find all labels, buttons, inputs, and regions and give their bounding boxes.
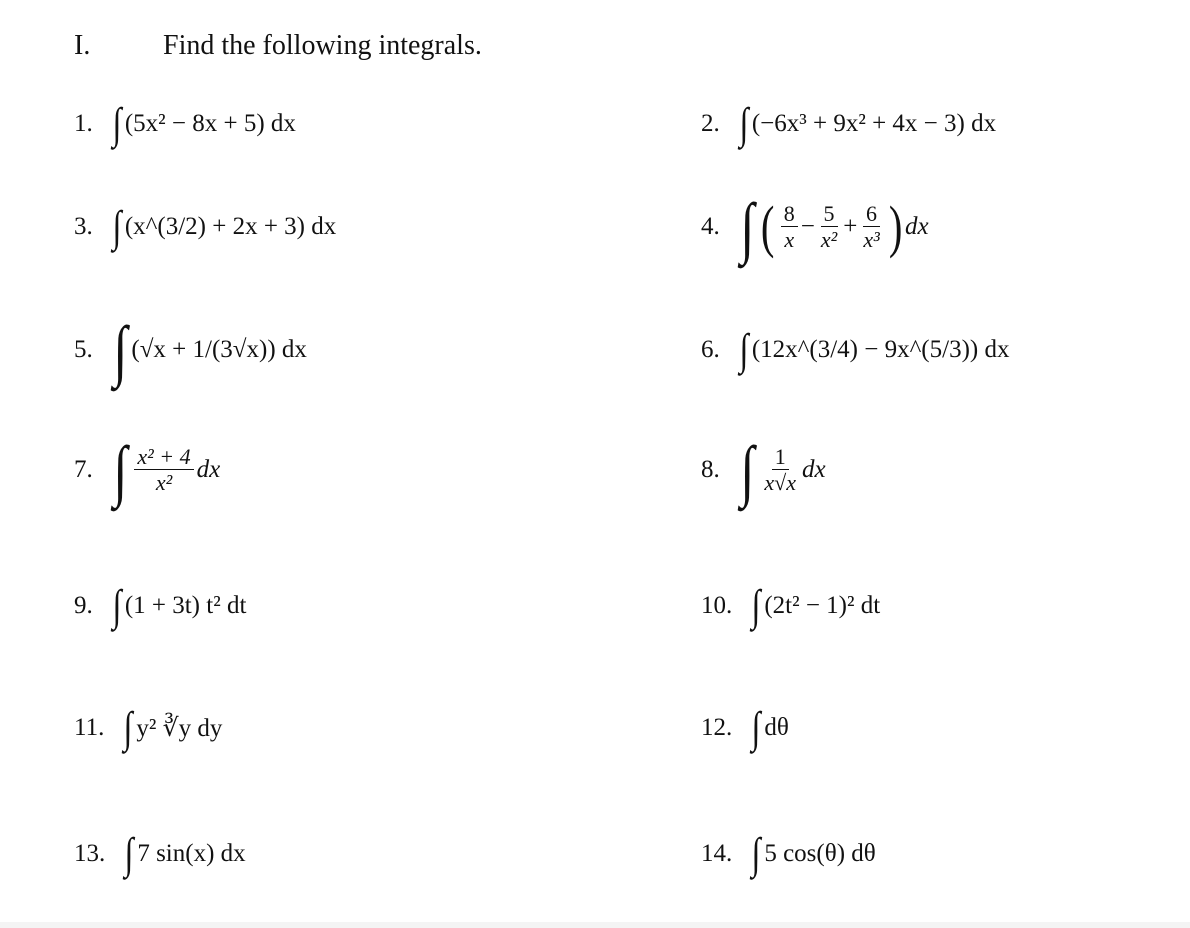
minus-sign: − xyxy=(800,213,815,240)
denominator: x² xyxy=(820,226,838,252)
fraction xyxy=(818,202,840,252)
problem-4 xyxy=(701,187,929,267)
integral-expression xyxy=(123,829,246,878)
integral-expression xyxy=(750,829,876,878)
integral-sign-icon: ∫ xyxy=(739,99,749,148)
integral-sign-icon: ∫ xyxy=(751,581,761,630)
integral-expression xyxy=(738,432,826,508)
integral-sign-icon: ∫ xyxy=(113,312,128,388)
denominator: x xyxy=(784,226,795,252)
numerator: 8 xyxy=(781,202,798,227)
problem-number: 5. xyxy=(74,336,93,363)
integral-sign-icon: ∫ xyxy=(751,829,761,878)
differential: dx xyxy=(905,213,929,240)
problem-number: 7. xyxy=(74,456,93,483)
integral-sign-icon: ∫ xyxy=(740,189,755,265)
problem-number: 9. xyxy=(74,592,93,619)
problem-12 xyxy=(701,688,789,768)
problem-5 xyxy=(74,310,307,390)
problem-2 xyxy=(701,84,996,164)
integrand-text: (√x + 1/(3√x)) dx xyxy=(131,336,307,363)
problem-10 xyxy=(701,566,880,646)
denominator: x√x xyxy=(764,469,796,495)
integral-expression xyxy=(738,325,1010,374)
integral-sign-icon: ∫ xyxy=(739,325,749,374)
differential: dx xyxy=(196,456,221,483)
integral-expression xyxy=(738,99,997,148)
plus-sign: + xyxy=(843,213,858,240)
numerator: 1 xyxy=(772,445,789,470)
problem-number: 2. xyxy=(701,110,720,137)
integral-expression xyxy=(111,99,296,148)
problem-number: 10. xyxy=(701,592,733,619)
problem-6 xyxy=(701,310,1009,390)
numerator: x² + 4 xyxy=(134,445,193,470)
integrand-text: 5 cos(θ) dθ xyxy=(764,840,876,867)
fraction xyxy=(761,445,799,495)
problem-8 xyxy=(701,430,826,510)
right-paren-icon: ) xyxy=(888,194,903,259)
integral-sign-icon: ∫ xyxy=(112,202,122,251)
problem-13 xyxy=(74,814,246,894)
integral-sign-icon: ∫ xyxy=(124,829,134,878)
integral-sign-icon: ∫ xyxy=(751,703,761,752)
integral-sign-icon: ∫ xyxy=(112,99,122,148)
integrand-text: (2t² − 1)² dt xyxy=(764,592,881,619)
integrand-text: dθ xyxy=(764,714,789,741)
fraction xyxy=(781,202,798,252)
integral-sign-icon: ∫ xyxy=(123,703,133,752)
integrand-text: (1 + 3t) t² dt xyxy=(124,592,247,619)
problem-number: 14. xyxy=(701,840,733,867)
integral-sign-icon: ∫ xyxy=(112,581,122,630)
fraction xyxy=(134,445,193,495)
problem-3 xyxy=(74,187,336,267)
problem-number: 13. xyxy=(74,840,106,867)
problem-number: 6. xyxy=(701,336,720,363)
denominator: x² xyxy=(155,469,173,495)
integrand-text: 7 sin(x) dx xyxy=(137,840,246,867)
problem-7 xyxy=(74,430,220,510)
integral-expression xyxy=(111,581,247,630)
problem-number: 3. xyxy=(74,213,93,240)
differential: dx xyxy=(802,456,826,483)
integral-expression xyxy=(738,189,929,265)
problem-number: 12. xyxy=(701,714,733,741)
integral-expression xyxy=(750,703,789,752)
numerator: 6 xyxy=(863,202,880,227)
integral-expression xyxy=(750,581,881,630)
page-bottom-edge xyxy=(0,922,1190,928)
integrand-text: (5x² − 8x + 5) dx xyxy=(124,110,296,137)
integrand-text: y² ∛y dy xyxy=(136,715,223,742)
problem-number: 4. xyxy=(701,213,720,240)
problem-11 xyxy=(74,688,222,768)
denominator: x³ xyxy=(863,226,880,252)
integrand-text: (−6x³ + 9x² + 4x − 3) dx xyxy=(751,110,997,137)
integral-sign-icon: ∫ xyxy=(740,432,755,508)
fraction xyxy=(860,202,882,252)
left-paren-icon: ( xyxy=(761,194,775,259)
problem-14 xyxy=(701,814,876,894)
problem-number: 11. xyxy=(74,714,105,741)
section-number: I. xyxy=(74,30,91,61)
integral-sign-icon: ∫ xyxy=(113,432,128,508)
integral-expression xyxy=(111,202,337,251)
problem-9 xyxy=(74,566,246,646)
problem-number: 8. xyxy=(701,456,720,483)
numerator: 5 xyxy=(821,202,838,227)
problem-1 xyxy=(74,84,296,164)
integrand-text: (x^(3/2) + 2x + 3) dx xyxy=(124,213,337,240)
integrand-text: (12x^(3/4) − 9x^(5/3)) dx xyxy=(751,336,1010,363)
integral-expression xyxy=(111,312,307,388)
integral-expression xyxy=(122,703,223,752)
section-title: Find the following integrals. xyxy=(163,30,482,61)
integral-expression xyxy=(111,432,221,508)
problem-number: 1. xyxy=(74,110,93,137)
